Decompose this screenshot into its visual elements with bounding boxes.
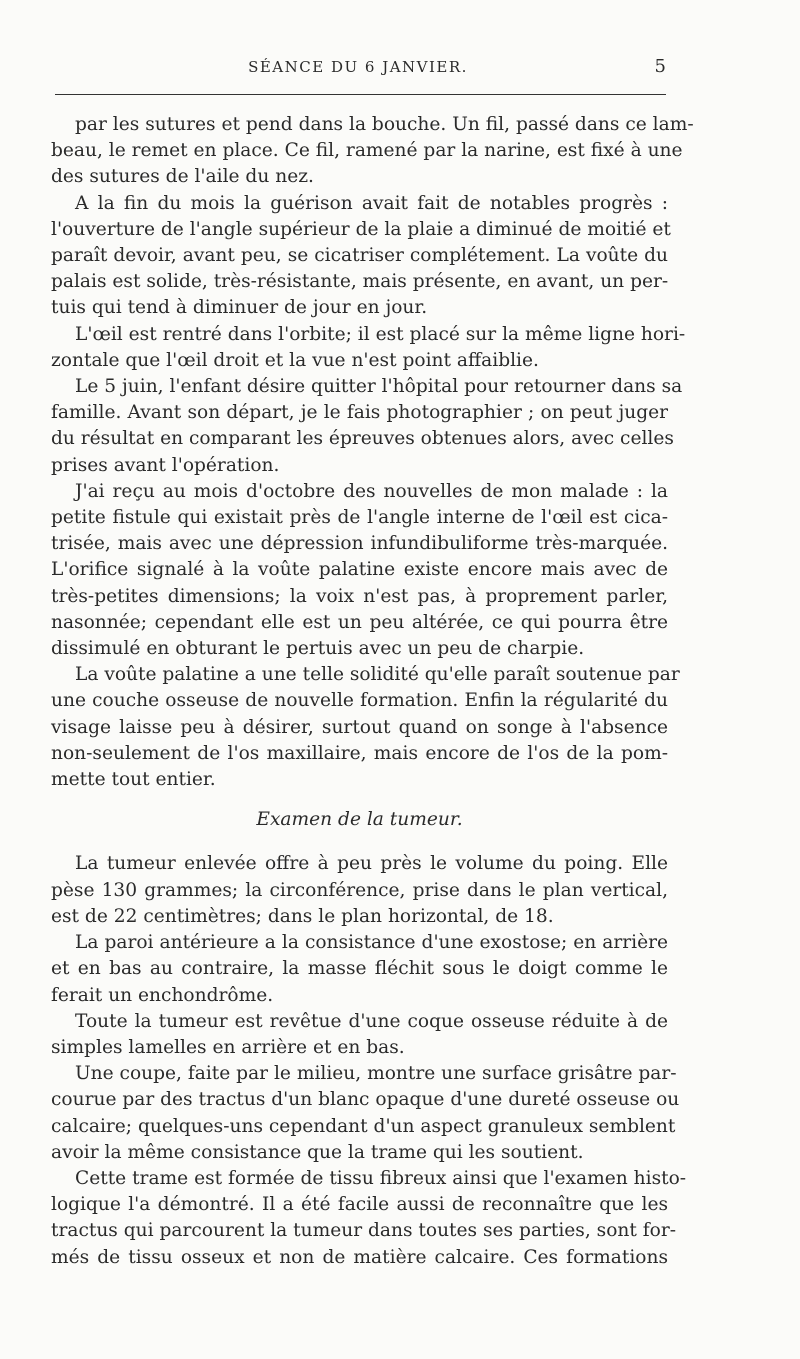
paragraph <box>51 374 683 479</box>
text-line: prises avant l'opération. <box>51 454 280 476</box>
text-line: nasonnée; cependant elle est un peu altérée, ce qui pourra être <box>51 611 668 633</box>
paragraph <box>51 112 694 191</box>
text-line: trisée, mais avec une dépression infundibuliforme très-marquée. <box>51 533 668 555</box>
text-line: paraît devoir, avant peu, se cicatriser complétement. La voûte du <box>51 245 668 267</box>
paragraph <box>51 1009 668 1061</box>
paragraph <box>51 1061 680 1166</box>
text-line: L'orifice signalé à la voûte palatine existe encore mais avec de <box>51 559 668 581</box>
text-line: Le 5 juin, l'enfant désire quitter l'hôpital pour retourner dans sa <box>75 376 683 398</box>
running-header <box>50 58 666 88</box>
paragraph <box>51 930 668 1009</box>
text-line: tuis qui tend à diminuer de jour en jour. <box>51 297 428 319</box>
text-line: La tumeur enlevée offre à peu près le volume du poing. Elle <box>75 853 668 875</box>
text-line: calcaire; quelques-uns cependant d'un aspect granuleux semblent <box>51 1115 676 1137</box>
paragraph <box>51 479 668 662</box>
text-line: simples lamelles en arrière et en bas. <box>51 1036 405 1058</box>
text-line: dissimulé en obturant le pertuis avec un peu de charpie. <box>51 638 585 660</box>
text-line: Une coupe, faite par le milieu, montre une surface grisâtre par- <box>75 1063 677 1085</box>
paragraph <box>51 662 680 793</box>
text-line: logique l'a démontré. Il a été facile aussi de reconnaître que les <box>51 1194 668 1216</box>
text-line: L'œil est rentré dans l'orbite; il est placé sur la même ligne hori- <box>75 323 686 345</box>
text-line: La paroi antérieure a la consistance d'une exostose; en arrière <box>75 932 668 954</box>
text-line: visage laisse peu à désirer, surtout quand on songe à l'absence <box>51 716 668 738</box>
text-line: Cette trame est formée de tissu fibreux ainsi que l'examen histo- <box>75 1167 687 1189</box>
text-line: des sutures de l'aile du nez. <box>51 166 314 188</box>
header-rule <box>55 94 666 95</box>
text-line: ferait un enchondrôme. <box>51 984 274 1006</box>
paragraph <box>51 1166 687 1271</box>
text-line: petite fistule qui existait près de l'angle interne de l'œil est cica- <box>51 507 668 529</box>
text-line: est de 22 centimètres; dans le plan horizontal, de 18. <box>51 905 554 927</box>
paragraph <box>51 322 686 374</box>
text-line: par les sutures et pend dans la bouche. Un fil, passé dans ce lam- <box>75 114 694 135</box>
header-title: SÉANCE DU 6 JANVIER. <box>248 58 468 76</box>
text-line: Toute la tumeur est revêtue d'une coque osseuse réduite à de <box>75 1010 668 1032</box>
paragraph <box>51 851 668 930</box>
text-line: non-seulement de l'os maxillaire, mais encore de l'os de la pom- <box>51 742 668 764</box>
text-line: J'ai reçu au mois d'octobre des nouvelles de mon malade : la <box>75 480 668 502</box>
text-line: l'ouverture de l'angle supérieur de la plaie a diminué de moitié et <box>51 218 671 240</box>
text-line: beau, le remet en place. Ce fil, ramené par la narine, est fixé à une <box>51 140 683 162</box>
text-line: palais est solide, très-résistante, mais présente, en avant, un per- <box>51 271 669 293</box>
section-heading: Examen de la tumeur. <box>256 809 463 831</box>
text-line: courue par des tractus d'un blanc opaque d'une dureté osseuse ou <box>51 1089 680 1111</box>
text-line: mette tout entier. <box>51 769 216 791</box>
text-line: zontale que l'œil droit et la vue n'est point affaiblie. <box>51 349 539 371</box>
text-line: une couche osseuse de nouvelle formation. Enfin la régularité du <box>51 690 668 712</box>
paragraph <box>51 191 671 322</box>
text-line: avoir la même consistance que la trame qui les soutient. <box>51 1141 584 1163</box>
text-line: A la fin du mois la guérison avait fait de notables progrès : <box>75 192 668 214</box>
text-line: du résultat en comparant les épreuves obtenues alors, avec celles <box>51 428 674 450</box>
page-number: 5 <box>654 56 666 77</box>
text-line: pèse 130 grammes; la circonférence, prise dans le plan vertical, <box>51 879 668 901</box>
text-line: très-petites dimensions; la voix n'est pas, à proprement parler, <box>51 585 668 607</box>
body-text <box>51 112 694 1271</box>
text-line: famille. Avant son départ, je le fais photographier ; on peut juger <box>51 402 668 424</box>
text-line: més de tissu osseux et non de matière calcaire. Ces formations <box>51 1246 668 1268</box>
text-line: et en bas au contraire, la masse fléchit sous le doigt comme le <box>51 958 668 980</box>
text-line: tractus qui parcourent la tumeur dans toutes ses parties, sont for- <box>51 1220 676 1242</box>
text-line: La voûte palatine a une telle solidité qu'elle paraît soutenue par <box>75 664 680 686</box>
